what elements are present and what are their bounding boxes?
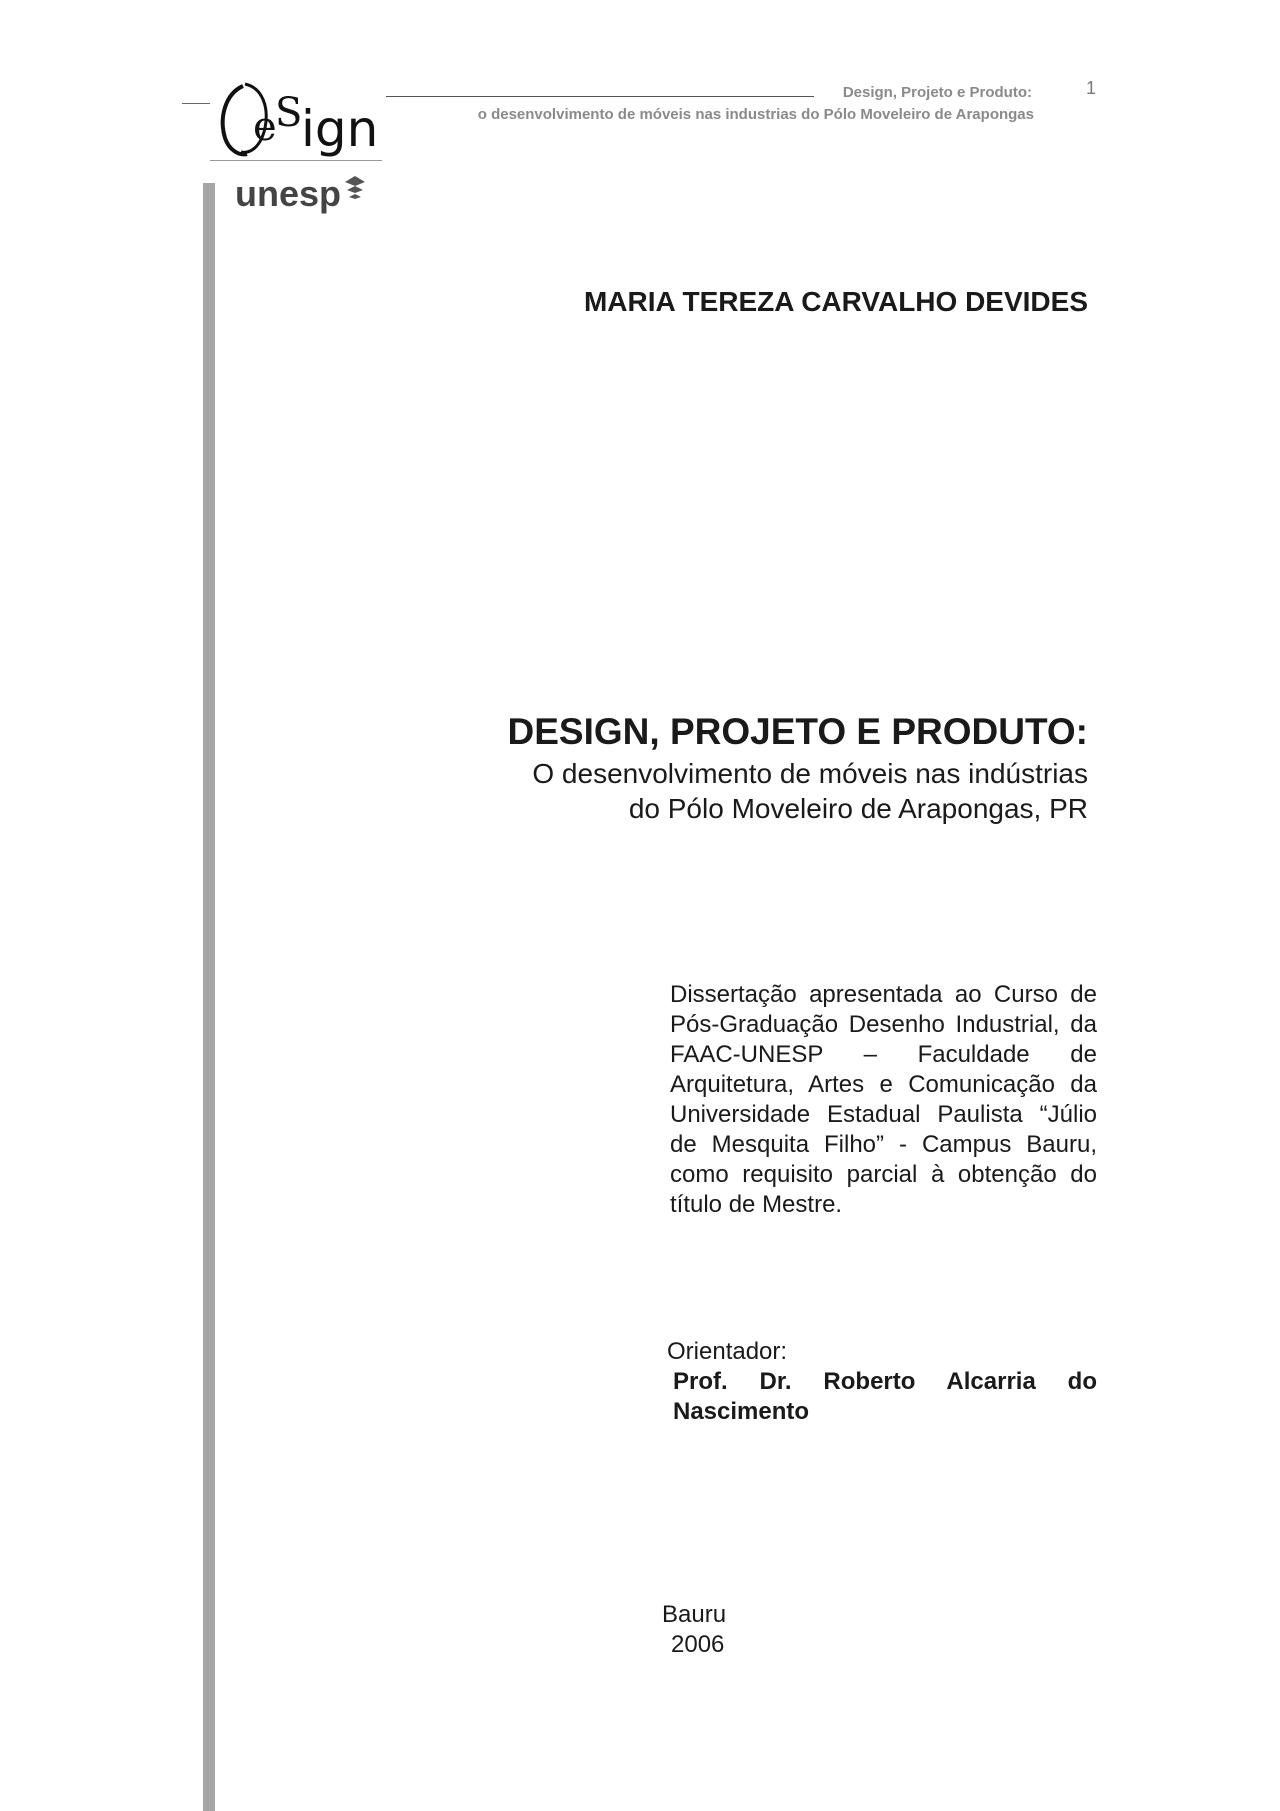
document-subtitle-line2: do Pólo Moveleiro de Arapongas, PR [628,793,1088,824]
document-title: DESIGN, PROJETO E PRODUTO: [507,711,1088,752]
svg-text:ign: ign [301,100,379,158]
header-rule-right [386,96,814,97]
publication-year: 2006 [671,1631,725,1658]
title-block [508,708,1088,826]
advisor-name: Prof. Dr. Roberto Alcarria do Nascimento [673,1368,1097,1425]
svg-text:unesp: unesp [235,173,342,214]
sidebar-bar [203,183,215,1811]
running-title-line2: o desenvolvimento de móveis nas industrias do Pólo Moveleiro de Arapongas [477,106,1034,123]
author-name: MARIA TEREZA CARVALHO DEVIDES [583,286,1088,317]
publication-city: Bauru [662,1601,727,1628]
running-title-line1: Design, Projeto e Produto: [842,84,1032,101]
header-rule-under [210,160,382,161]
unesp-logo-icon [233,172,373,218]
document-subtitle-line1: O desenvolvimento de móveis nas indústrias [532,758,1088,789]
page-number: 1 [1086,78,1097,98]
svg-text:S: S [275,90,303,136]
svg-text:e: e [253,104,277,150]
header-rule-left [182,103,210,104]
advisor-label: Orientador: [667,1338,788,1365]
design-logo-icon [215,78,385,160]
dissertation-note: Dissertação apresentada ao Curso de Pós-Graduação Desenho Industrial, da FAAC-UNESP – Faculdade de Arquitetura, Artes e Comunicação da Universidade Estadual Paulista “Júlio de Mesquita Filho” - Campus Bauru, como requisito parcial à obtenção do título de Mestre. [670,981,1097,1218]
